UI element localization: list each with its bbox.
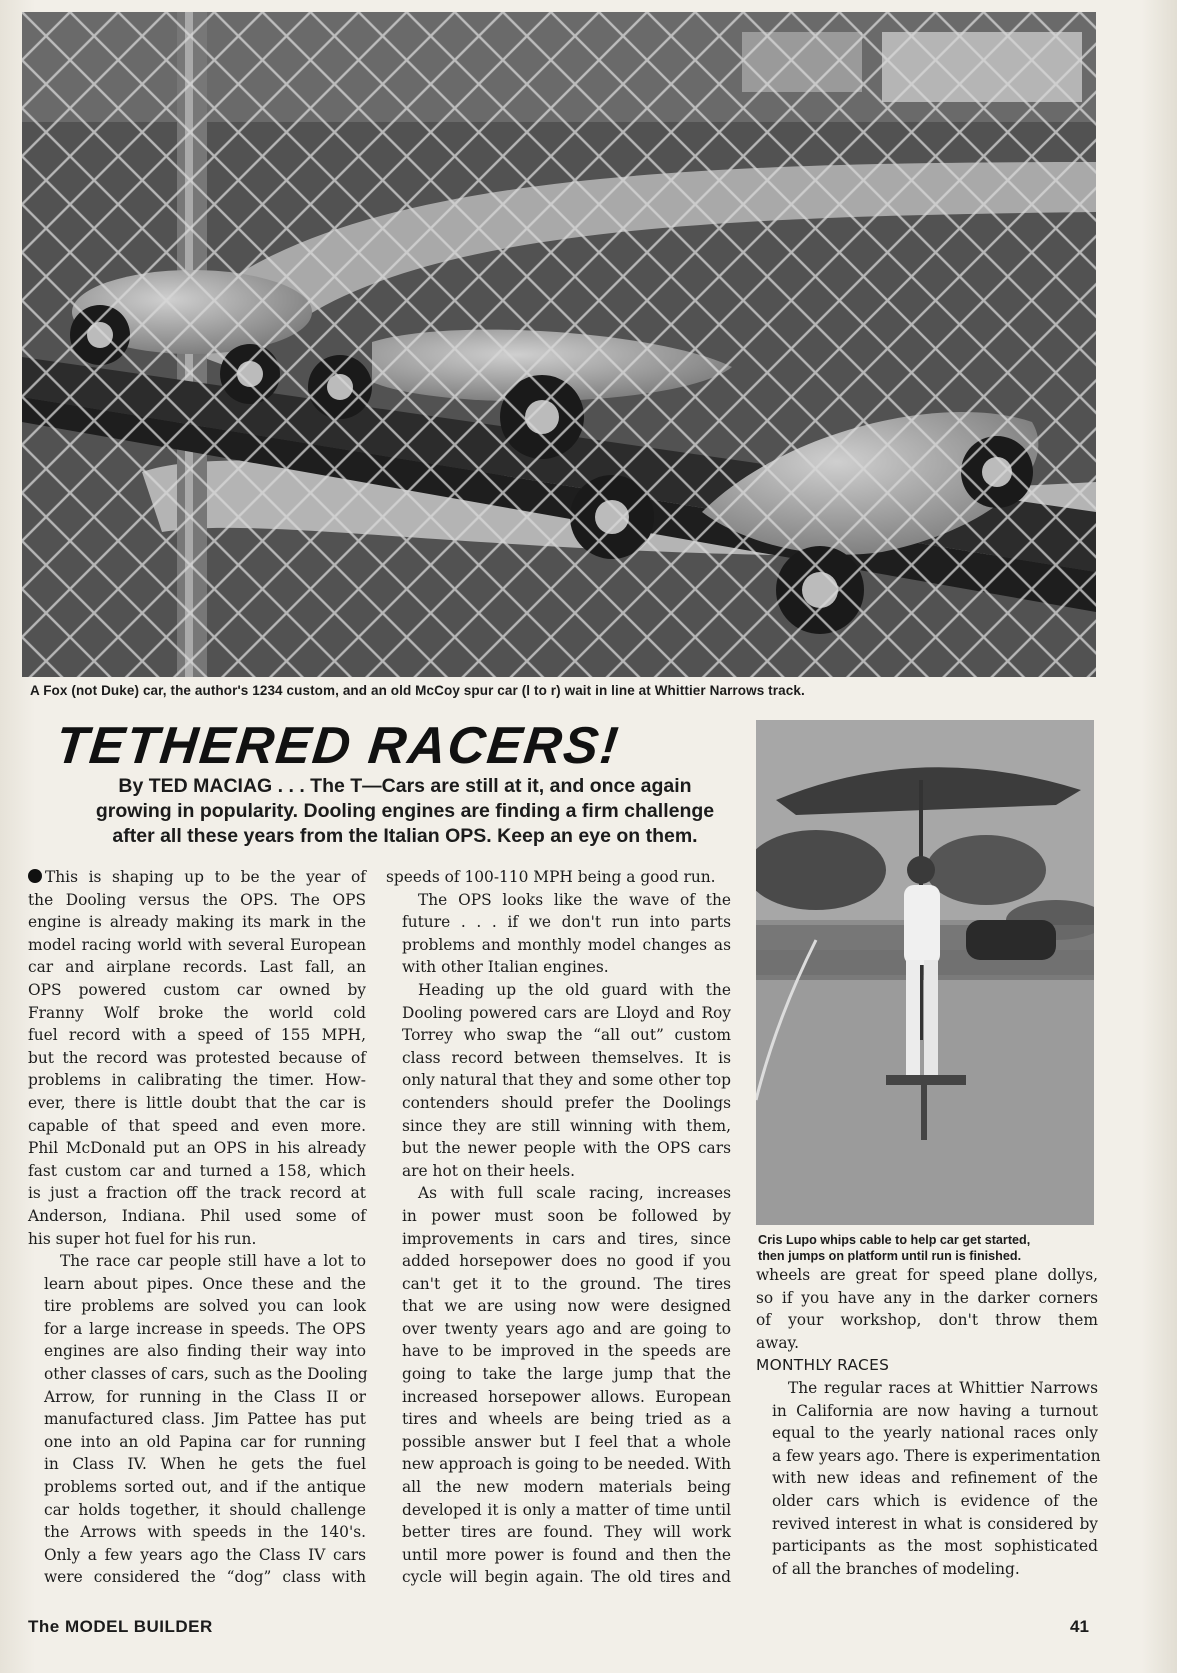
- body-column-3: [756, 1264, 1101, 1580]
- deck-line: after all these years from the Italian OPS. Keep an eye on them.: [112, 825, 698, 847]
- article-deck: [60, 774, 750, 849]
- paragraph: wheels are great for speed plane dollys, so if you have any in the darker corners of your workshop, don't throw them away.: [756, 1266, 1098, 1352]
- bullet-icon: [28, 869, 42, 883]
- deck-line: By TED MACIAG . . . The T—Cars are still at it, and once again: [118, 775, 692, 797]
- magazine-name: The MODEL BUILDER: [28, 1617, 213, 1636]
- paragraph: The race car people still have a lot to learn about pipes. Once these and the tire problems are solved you can look for a large increase in speeds. The OPS engines are also finding their way into other classes of cars, such as the Dooling Arrow, for running in the Class II or manufactured class. Jim Pattee has put one into an old Papina car for running in Class IV. When he gets the fuel problems sorted out, and if the antique car holds together, it should challenge the Arrows with speeds in the 140's. Only a few years ago the Class IV cars were considered the “dog” class with: [44, 1252, 368, 1587]
- paragraph: The regular races at Whittier Narrows in California are now having a turnout equal to the yearly national races only a few years ago. There is experimentation with new ideas and refinement of the older cars which is evidence of the revived interest in what is considered by participants as the most sophisticated of all the branches of modeling.: [772, 1378, 1101, 1578]
- page-number: 41: [1070, 1617, 1089, 1636]
- race-cars-photo: [22, 12, 1096, 677]
- paragraph: As with full scale racing, increases in power must soon be followed by improvements in cars and tires, since added horsepower does no good if you can't get it to the ground. The tires that we are using now were designed over twenty years ago and are going to have to be improved in the speeds are going to take the large jump that the increased horsepower allows. European tires and wheels are being tried as a possible answer but I feel that a whole new approach is going to be needed. With all the new modern materials being developed it is only a matter of time until better tires are found. They will work until more power is found and then the cycle will begin again. The old tires and: [402, 1184, 732, 1587]
- paragraph: Heading up the old guard with the Dooling powered cars are Lloyd and Roy Torrey who swap the “all out” custom class record between themselves. It is only natural that they and some other top contenders should prefer the Doolings since they are still winning with them, but the newer people with the OPS cars are hot on their heels.: [402, 980, 731, 1180]
- right-photo-caption: [758, 1232, 1098, 1264]
- paragraph: This is shaping up to be the year of the Dooling versus the OPS. The OPS engine is already making its mark in the model racing world with several European car and airplane records. Last fall, an OPS powered custom car owned by Franny Wolf broke the world cold fuel record with a speed of 155 MPH, but the record was protested because of problems in calibrating the timer. How- ever, there is little doubt that the car is capable of that speed and even more. Phil McDonald put an OPS in his already fast custom car and turned a 158, which is just a fraction off the track record at Anderson, Indiana. Phil used some of his super hot fuel for his run.: [28, 868, 366, 1248]
- caption-line: Cris Lupo whips cable to help car get started,: [758, 1233, 1031, 1247]
- body-column-2: [386, 866, 731, 1589]
- section-subhead: MONTHLY RACES: [756, 1356, 890, 1375]
- top-photo-caption: A Fox (not Duke) car, the author's 1234 custom, and an old McCoy spur car (l to r) wait in line at Whittier Narrows track.: [30, 683, 805, 698]
- umbrella-platform-photo: [756, 720, 1094, 1225]
- caption-line: then jumps on platform until run is finished.: [758, 1249, 1022, 1263]
- article-title: TETHERED RACERS!: [52, 717, 623, 775]
- paragraph: speeds of 100-110 MPH being a good run.: [386, 868, 716, 886]
- body-column-1: [28, 866, 366, 1589]
- deck-line: growing in popularity. Dooling engines are finding a firm challenge: [95, 800, 715, 822]
- paragraph: The OPS looks like the wave of the future . . . if we don't run into parts problems and monthly model changes as with other Italian engines.: [402, 890, 731, 977]
